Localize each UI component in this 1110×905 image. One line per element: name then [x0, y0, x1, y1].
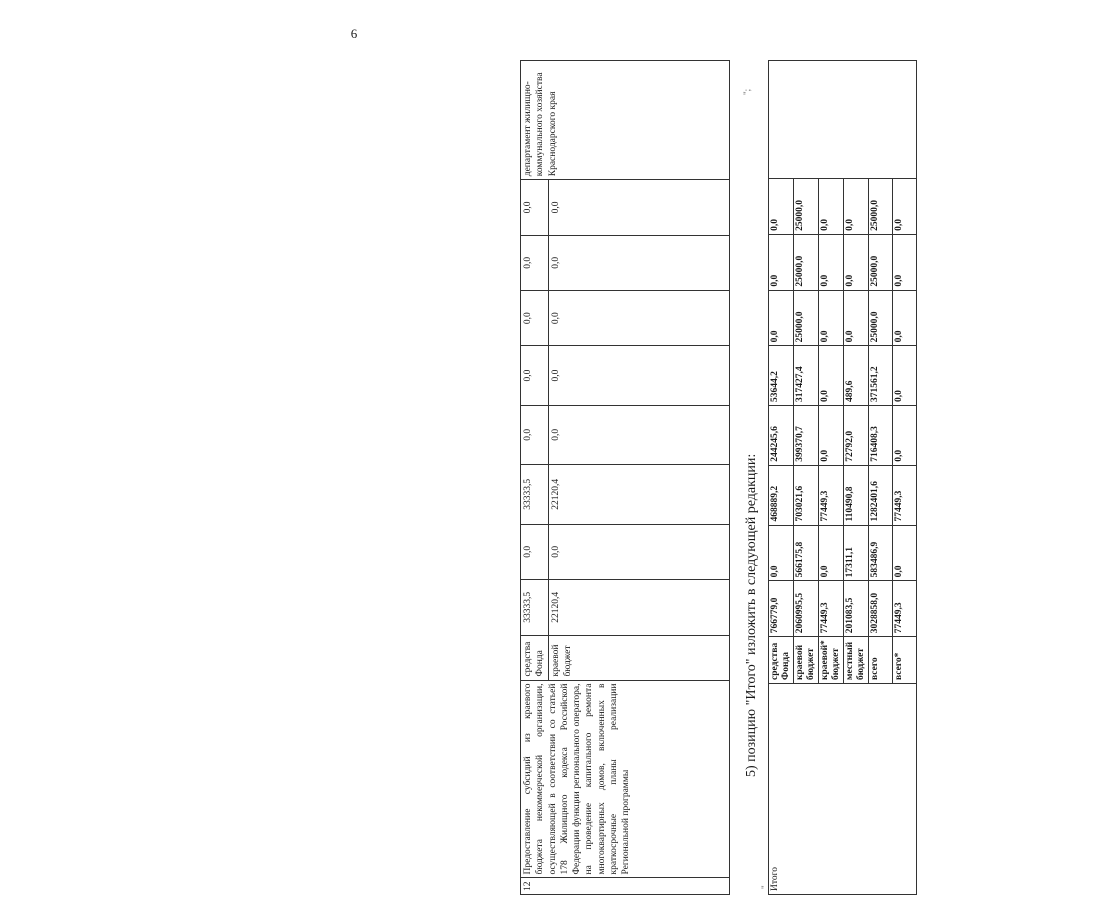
table-cell: 703021,6 — [794, 465, 819, 525]
table-cell: 22120,4 — [548, 464, 729, 524]
table-cell: 1282401,6 — [869, 465, 893, 525]
table-cell: 566175,8 — [794, 525, 819, 581]
table-cell: 25000,0 — [869, 234, 893, 290]
page-number: 6 — [350, 26, 358, 41]
table-cell: 25000,0 — [869, 179, 893, 235]
table-cell: 33333,5 — [521, 464, 549, 524]
table-cell: 77449,3 — [893, 465, 917, 525]
table-cell: 77449,3 — [819, 465, 844, 525]
table-row — [521, 61, 549, 895]
table-cell: 0,0 — [548, 524, 729, 579]
table-cell: 201083,5 — [844, 581, 869, 637]
table-cell: 0,0 — [893, 290, 917, 346]
table-cell: 0,0 — [819, 290, 844, 346]
table-cell: 766779,0 — [769, 581, 794, 637]
source-label: краевой бюджет — [794, 637, 819, 684]
table-cell: 33333,5 — [521, 579, 549, 635]
row-description: Предоставление субсидий из краевого бюджета некоммерческой организации, осуществляющей в соответствии со статьей 178 Жилищного кодекса Российской Федерации функции регионального оператора, на проведение капитального ремонта многоквартирных домов, включенных в краткосрочные планы реализации Региональной программы — [521, 680, 730, 878]
table-cell: 25000,0 — [869, 290, 893, 346]
table-cell: 0,0 — [521, 180, 549, 235]
table-cell: 0,0 — [521, 405, 549, 464]
source-fund-label: средства Фонда — [521, 635, 549, 680]
landscape-content — [520, 60, 1110, 895]
quote-mark: " — [760, 885, 770, 889]
table-cell: 53644,2 — [769, 346, 794, 406]
source-label: средства Фонда — [769, 637, 794, 684]
table-cell: 0,0 — [893, 234, 917, 290]
table-cell: 0,0 — [893, 346, 917, 406]
table-cell: 0,0 — [893, 406, 917, 466]
executor: департамент жилищно-коммунального хозяйства Краснодарского края — [521, 61, 730, 180]
table-cell: 110490,8 — [844, 465, 869, 525]
source-label: всего* — [893, 637, 917, 684]
table-cell: 0,0 — [548, 235, 729, 290]
table-cell: 0,0 — [769, 179, 794, 235]
table-cell: 72792,0 — [844, 406, 869, 466]
table-cell: 0,0 — [819, 179, 844, 235]
table-cell: 244245,6 — [769, 406, 794, 466]
table-cell: 17311,1 — [844, 525, 869, 581]
table-cell: 468889,2 — [769, 465, 794, 525]
table-cell: 371561,2 — [869, 346, 893, 406]
table-cell: 0,0 — [844, 179, 869, 235]
table-cell: 0,0 — [548, 290, 729, 345]
table-cell: 0,0 — [521, 524, 549, 579]
source-regional-label: краевой бюджет — [548, 635, 729, 680]
executor-empty — [769, 61, 917, 179]
table-cell: 77449,3 — [819, 581, 844, 637]
row-number: 12 — [521, 878, 730, 895]
itogo-label: Итого — [769, 683, 917, 894]
table-cell: 489,6 — [844, 346, 869, 406]
table-cell: 0,0 — [521, 235, 549, 290]
table-cell: 0,0 — [819, 525, 844, 581]
program-table-row-12 — [520, 60, 730, 895]
table-cell: 0,0 — [548, 405, 729, 464]
table-cell: 0,0 — [819, 346, 844, 406]
section-heading: 5) позицию "Итого" изложить в следующей редакции: — [744, 453, 759, 777]
table-cell: 0,0 — [769, 290, 794, 346]
table-cell: 0,0 — [769, 234, 794, 290]
table-cell: 25000,0 — [794, 290, 819, 346]
table-cell: 25000,0 — [794, 179, 819, 235]
table-cell: 0,0 — [548, 346, 729, 405]
table-cell: 2060995,5 — [794, 581, 819, 637]
table-cell: 716408,3 — [869, 406, 893, 466]
table-cell: 0,0 — [893, 179, 917, 235]
table-cell: 317427,4 — [794, 346, 819, 406]
table-cell: 77449,3 — [893, 581, 917, 637]
table-cell: 0,0 — [521, 290, 549, 345]
table-cell: 0,0 — [844, 290, 869, 346]
table-cell: 3028858,0 — [869, 581, 893, 637]
table-cell: 399370,7 — [794, 406, 819, 466]
table-cell: 0,0 — [844, 234, 869, 290]
table-row — [769, 61, 794, 895]
table-cell: 0,0 — [819, 406, 844, 466]
table-cell: 0,0 — [521, 346, 549, 405]
source-label: местный бюджет — [844, 637, 869, 684]
table-cell: 0,0 — [893, 525, 917, 581]
itogo-table — [768, 60, 917, 895]
table-cell: 25000,0 — [794, 234, 819, 290]
table-cell: 0,0 — [548, 180, 729, 235]
quote-close-mark: "; — [742, 88, 752, 95]
source-label: всего — [869, 637, 893, 684]
table-cell: 0,0 — [819, 234, 844, 290]
source-label: краевой* бюджет — [819, 637, 844, 684]
table-cell: 22120,4 — [548, 579, 729, 635]
table-cell: 583486,9 — [869, 525, 893, 581]
table-cell: 0,0 — [769, 525, 794, 581]
